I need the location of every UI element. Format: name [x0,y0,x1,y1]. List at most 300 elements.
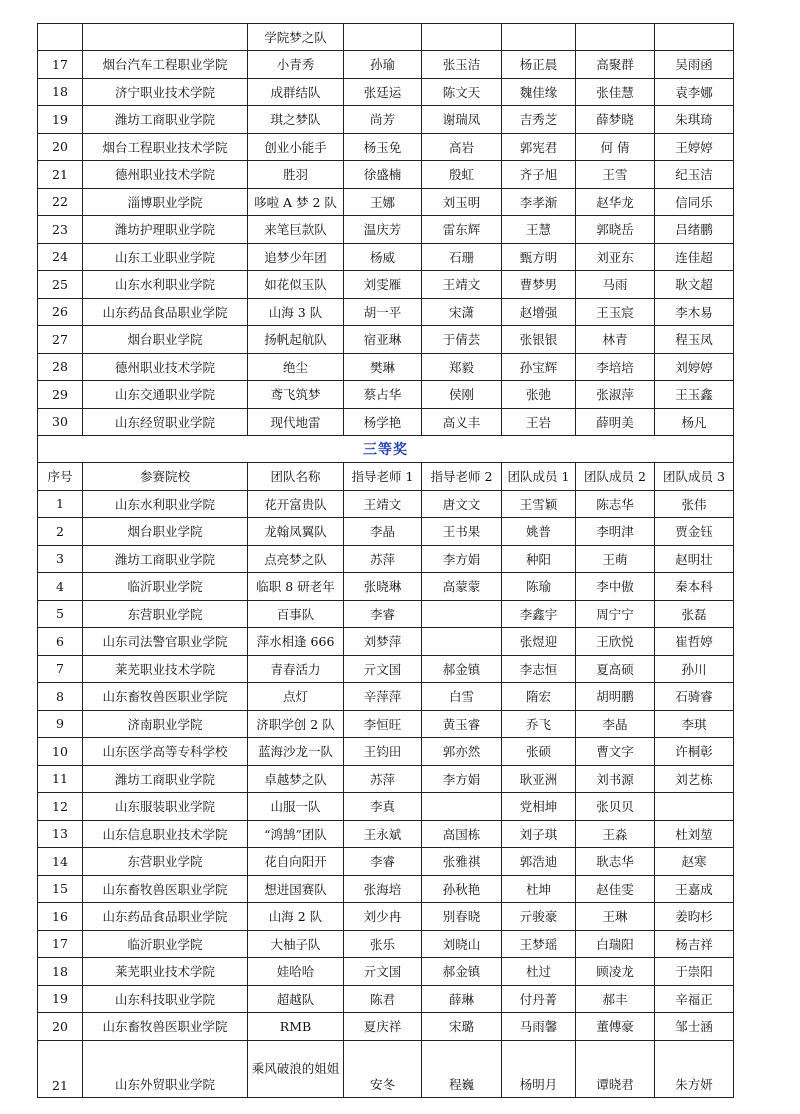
team-cell: 花开富贵队 [248,490,344,518]
row-number: 20 [38,1013,83,1041]
row-number: 7 [38,655,83,683]
teacher-2-cell: 雷东辉 [422,216,502,244]
member-2-cell: 刘书源 [576,765,655,793]
member-1-cell: 刘子琪 [502,820,576,848]
member-2-cell: 王淼 [576,820,655,848]
school-cell: 山东服装职业学院 [83,793,248,821]
teacher-1-cell [344,24,422,51]
table-row [38,765,734,793]
teacher-1-cell: 杨威 [344,243,422,271]
table-row [38,545,734,573]
row-number: 1 [38,490,83,518]
member-2-cell: 赵华龙 [576,188,655,216]
teacher-1-cell: 王娜 [344,188,422,216]
teacher-2-cell: 张雅祺 [422,848,502,876]
team-cell: 追梦少年团 [248,243,344,271]
table-row [38,655,734,683]
member-1-cell: 吉秀芝 [502,106,576,134]
school-cell [83,24,248,51]
member-2-cell: 夏高硕 [576,655,655,683]
teacher-1-cell: 李睿 [344,600,422,628]
school-cell: 济宁职业技术学院 [83,78,248,106]
team-cell: 想进国赛队 [248,875,344,903]
member-1-cell: 陈瑜 [502,573,576,601]
member-1-cell: 党相坤 [502,793,576,821]
school-cell: 东营职业学院 [83,600,248,628]
teacher-2-cell: 白雪 [422,683,502,711]
table-row [38,51,734,79]
member-3-cell: 王玉鑫 [655,381,734,409]
teacher-2-cell: 宋潇 [422,298,502,326]
team-cell: 点亮梦之队 [248,545,344,573]
teacher-2-cell: 程巍 [422,1040,502,1097]
teacher-1-cell: 苏萍 [344,765,422,793]
member-2-cell: 李培培 [576,353,655,381]
member-2-cell [576,24,655,51]
row-number: 18 [38,958,83,986]
teacher-1-cell: 亓文国 [344,958,422,986]
member-1-cell: 李孝渐 [502,188,576,216]
table-row [38,106,734,134]
school-cell: 淄博职业学院 [83,188,248,216]
member-1-cell: 耿亚洲 [502,765,576,793]
school-cell: 莱芜职业技术学院 [83,655,248,683]
teacher-2-cell: 侯刚 [422,381,502,409]
table-row [38,958,734,986]
table-row [38,188,734,216]
teacher-1-cell: 宿亚琳 [344,326,422,354]
school-cell: 山东司法警官职业学院 [83,628,248,656]
section-title-row [38,436,734,463]
team-cell: 济职学创 2 队 [248,710,344,738]
teacher-1-cell: 胡一平 [344,298,422,326]
member-2-cell: 李晶 [576,710,655,738]
table-row [38,490,734,518]
team-cell: 蓝海沙龙一队 [248,738,344,766]
teacher-2-cell: 王书果 [422,518,502,546]
row-number: 19 [38,106,83,134]
member-1-cell: 杨正晨 [502,51,576,79]
member-1-cell: 乔飞 [502,710,576,738]
table-row [38,271,734,299]
table-row [38,848,734,876]
teacher-2-cell: 刘玉明 [422,188,502,216]
teacher-2-cell: 高岩 [422,133,502,161]
header-member-1: 团队成员 1 [502,463,576,491]
member-1-cell: 王慧 [502,216,576,244]
row-number: 2 [38,518,83,546]
school-cell: 山东畜牧兽医职业学院 [83,683,248,711]
table-row [38,24,734,51]
teacher-1-cell: 李睿 [344,848,422,876]
member-3-cell: 吴雨函 [655,51,734,79]
table-row [38,381,734,409]
table-row [38,161,734,189]
teacher-2-cell: 殷虹 [422,161,502,189]
member-1-cell: 杜坤 [502,875,576,903]
member-2-cell: 顾凌龙 [576,958,655,986]
school-cell: 莱芜职业技术学院 [83,958,248,986]
member-3-cell: 赵寒 [655,848,734,876]
member-1-cell: 李志恒 [502,655,576,683]
header-row [38,463,734,491]
member-2-cell: 胡明鹏 [576,683,655,711]
member-1-cell: 张煜迎 [502,628,576,656]
member-3-cell: 许桐彰 [655,738,734,766]
table-row [38,985,734,1013]
row-number: 13 [38,820,83,848]
row-number: 11 [38,765,83,793]
teacher-2-cell: 郝金镇 [422,655,502,683]
member-3-cell: 连佳超 [655,243,734,271]
teacher-2-cell: 陈文天 [422,78,502,106]
member-1-cell: 张银银 [502,326,576,354]
table-row [38,628,734,656]
member-3-cell: 邹士涵 [655,1013,734,1041]
row-number: 24 [38,243,83,271]
member-2-cell: 张贝贝 [576,793,655,821]
table-row [38,133,734,161]
member-1-cell: 张弛 [502,381,576,409]
third-prize-body [38,490,734,1040]
teacher-2-cell [422,628,502,656]
teacher-1-cell: 安冬 [344,1040,422,1097]
team-cell: 如花似玉队 [248,271,344,299]
member-1-cell: 张硕 [502,738,576,766]
member-3-cell: 袁李娜 [655,78,734,106]
teacher-1-cell: 李晶 [344,518,422,546]
teacher-1-cell: 张廷运 [344,78,422,106]
member-1-cell: 郭浩迪 [502,848,576,876]
school-cell: 山东畜牧兽医职业学院 [83,1013,248,1041]
row-number: 16 [38,903,83,931]
teacher-2-cell: 高国栋 [422,820,502,848]
header-member-2: 团队成员 2 [576,463,655,491]
member-1-cell: 亓骏豪 [502,903,576,931]
table-row [38,875,734,903]
team-cell: 青春活力 [248,655,344,683]
member-1-cell: 孙宝辉 [502,353,576,381]
member-3-cell: 辛福正 [655,985,734,1013]
school-cell: 山东经贸职业学院 [83,408,248,436]
member-2-cell: 陈志华 [576,490,655,518]
team-cell: 乘风破浪的姐姐 [248,1040,344,1097]
member-3-cell: 于崇阳 [655,958,734,986]
row-number: 14 [38,848,83,876]
second-prize-continued-body [38,24,734,51]
teacher-1-cell: 王永斌 [344,820,422,848]
row-number: 9 [38,710,83,738]
table-row [38,353,734,381]
table-row [38,518,734,546]
school-cell: 山东信息职业技术学院 [83,820,248,848]
teacher-1-cell: 辛萍萍 [344,683,422,711]
school-cell: 山东工业职业学院 [83,243,248,271]
teacher-2-cell [422,793,502,821]
row-number: 28 [38,353,83,381]
teacher-1-cell: 张晓琳 [344,573,422,601]
third-prize-last-body [38,1040,734,1097]
member-3-cell [655,793,734,821]
member-2-cell: 王雪 [576,161,655,189]
teacher-1-cell: 尚芳 [344,106,422,134]
team-cell: 绝尘 [248,353,344,381]
table-row [38,903,734,931]
school-cell: 临沂职业学院 [83,930,248,958]
member-1-cell: 甄方明 [502,243,576,271]
team-cell: 创业小能手 [248,133,344,161]
teacher-2-cell: 高蒙蒙 [422,573,502,601]
team-cell: 山海 2 队 [248,903,344,931]
team-cell: 来笔巨款队 [248,216,344,244]
member-2-cell: 谭晓君 [576,1040,655,1097]
member-3-cell: 秦本科 [655,573,734,601]
header-teacher-1: 指导老师 1 [344,463,422,491]
row-number: 8 [38,683,83,711]
school-cell: 德州职业技术学院 [83,161,248,189]
school-cell: 山东畜牧兽医职业学院 [83,875,248,903]
header-team: 团队名称 [248,463,344,491]
teacher-1-cell: 杨学艳 [344,408,422,436]
member-1-cell: 王岩 [502,408,576,436]
member-2-cell: 王琳 [576,903,655,931]
team-cell: 萍水相逢 666 [248,628,344,656]
school-cell: 烟台工程职业技术学院 [83,133,248,161]
teacher-2-cell: 别春晓 [422,903,502,931]
table-row [38,600,734,628]
row-number: 15 [38,875,83,903]
member-1-cell: 姚普 [502,518,576,546]
teacher-1-cell: 温庆芳 [344,216,422,244]
member-3-cell: 杜刘堃 [655,820,734,848]
teacher-1-cell: 张海培 [344,875,422,903]
teacher-2-cell [422,600,502,628]
member-1-cell: 齐子旭 [502,161,576,189]
teacher-1-cell: 李真 [344,793,422,821]
school-cell: 济南职业学院 [83,710,248,738]
member-1-cell: 种阳 [502,545,576,573]
team-cell: 山服一队 [248,793,344,821]
table-row [38,930,734,958]
member-3-cell: 赵明壮 [655,545,734,573]
row-number: 10 [38,738,83,766]
school-cell: 潍坊工商职业学院 [83,545,248,573]
team-cell: 大柚子队 [248,930,344,958]
member-1-cell [502,24,576,51]
teacher-1-cell: 樊琳 [344,353,422,381]
member-1-cell: 赵增强 [502,298,576,326]
member-3-cell: 崔哲婷 [655,628,734,656]
member-3-cell: 张磊 [655,600,734,628]
member-2-cell: 薛明美 [576,408,655,436]
member-3-cell: 孙川 [655,655,734,683]
member-2-cell: 赵佳雯 [576,875,655,903]
team-cell: 琪之梦队 [248,106,344,134]
table-row [38,298,734,326]
member-3-cell: 贾金钰 [655,518,734,546]
member-2-cell: 白瑞阳 [576,930,655,958]
member-1-cell: 杜过 [502,958,576,986]
table-row [38,1040,734,1097]
school-cell: 潍坊工商职业学院 [83,765,248,793]
teacher-2-cell: 石珊 [422,243,502,271]
teacher-1-cell: 陈君 [344,985,422,1013]
teacher-2-cell: 宋璐 [422,1013,502,1041]
table-row [38,683,734,711]
member-1-cell: 曹梦男 [502,271,576,299]
table-row [38,408,734,436]
team-cell: “鸿鹄”团队 [248,820,344,848]
team-cell: 学院梦之队 [248,24,344,51]
row-number: 3 [38,545,83,573]
member-2-cell: 曹文字 [576,738,655,766]
school-cell: 烟台职业学院 [83,518,248,546]
row-number: 27 [38,326,83,354]
teacher-1-cell: 王钧田 [344,738,422,766]
row-number: 21 [38,1040,83,1097]
member-2-cell: 王玉宸 [576,298,655,326]
teacher-2-cell: 郭亦然 [422,738,502,766]
team-cell: 小青秀 [248,51,344,79]
team-cell: 百事队 [248,600,344,628]
table-row [38,243,734,271]
member-3-cell: 朱方妍 [655,1040,734,1097]
school-cell: 东营职业学院 [83,848,248,876]
member-2-cell: 薛梦晓 [576,106,655,134]
teacher-2-cell: 谢瑞凤 [422,106,502,134]
school-cell: 山东医学高等专科学校 [83,738,248,766]
team-cell: 超越队 [248,985,344,1013]
teacher-2-cell: 郝金镇 [422,958,502,986]
teacher-2-cell: 王靖文 [422,271,502,299]
team-cell: 花自向阳开 [248,848,344,876]
teacher-1-cell: 徐盛楠 [344,161,422,189]
teacher-2-cell: 唐文文 [422,490,502,518]
member-2-cell: 郝丰 [576,985,655,1013]
table-row [38,1013,734,1041]
teacher-1-cell: 刘少冉 [344,903,422,931]
member-2-cell: 王欣悦 [576,628,655,656]
team-cell: 扬帆起航队 [248,326,344,354]
member-3-cell: 耿文超 [655,271,734,299]
member-2-cell: 耿志华 [576,848,655,876]
teacher-1-cell: 苏萍 [344,545,422,573]
member-1-cell: 隋宏 [502,683,576,711]
member-3-cell: 李木易 [655,298,734,326]
row-number: 17 [38,51,83,79]
row-number: 22 [38,188,83,216]
school-cell: 山东水利职业学院 [83,490,248,518]
row-number: 18 [38,78,83,106]
member-3-cell: 王嘉成 [655,875,734,903]
member-2-cell: 马雨 [576,271,655,299]
table-row [38,710,734,738]
row-number: 21 [38,161,83,189]
school-cell: 烟台职业学院 [83,326,248,354]
member-2-cell: 何 倩 [576,133,655,161]
member-1-cell: 马雨馨 [502,1013,576,1041]
member-3-cell: 刘艺栋 [655,765,734,793]
school-cell: 山东科技职业学院 [83,985,248,1013]
school-cell: 德州职业技术学院 [83,353,248,381]
teacher-1-cell: 李恒旺 [344,710,422,738]
member-3-cell: 吕绪鹏 [655,216,734,244]
team-cell: 临职 8 研老年 [248,573,344,601]
table-row [38,738,734,766]
member-2-cell: 周宁宁 [576,600,655,628]
row-number: 5 [38,600,83,628]
teacher-1-cell: 刘雯雁 [344,271,422,299]
team-cell: 山海 3 队 [248,298,344,326]
member-3-cell: 张伟 [655,490,734,518]
team-cell: 鸢飞筑梦 [248,381,344,409]
second-prize-body [38,51,734,436]
team-cell: 点灯 [248,683,344,711]
teacher-2-cell: 刘晓山 [422,930,502,958]
member-3-cell [655,24,734,51]
team-cell: 龙翰凤翼队 [248,518,344,546]
member-2-cell: 李明津 [576,518,655,546]
teacher-2-cell: 高义丰 [422,408,502,436]
school-cell: 潍坊护理职业学院 [83,216,248,244]
teacher-1-cell: 蔡占华 [344,381,422,409]
member-3-cell: 李琪 [655,710,734,738]
school-cell: 潍坊工商职业学院 [83,106,248,134]
team-cell: 哆啦 A 梦 2 队 [248,188,344,216]
table-row [38,793,734,821]
row-number: 26 [38,298,83,326]
school-cell: 山东外贸职业学院 [83,1040,248,1097]
member-3-cell: 杨吉祥 [655,930,734,958]
teacher-1-cell: 亓文国 [344,655,422,683]
row-number: 17 [38,930,83,958]
school-cell: 山东交通职业学院 [83,381,248,409]
member-3-cell: 石骑睿 [655,683,734,711]
member-1-cell: 郭宪君 [502,133,576,161]
teacher-1-cell: 王靖文 [344,490,422,518]
member-2-cell: 李中傲 [576,573,655,601]
row-number: 20 [38,133,83,161]
teacher-1-cell: 孙瑜 [344,51,422,79]
member-3-cell: 朱琪琦 [655,106,734,134]
row-number: 4 [38,573,83,601]
table-row [38,78,734,106]
team-cell: 娃哈哈 [248,958,344,986]
teacher-2-cell: 李方娟 [422,765,502,793]
header-teacher-2: 指导老师 2 [422,463,502,491]
row-number: 23 [38,216,83,244]
teacher-2-cell: 张玉洁 [422,51,502,79]
team-cell: 卓越梦之队 [248,765,344,793]
teacher-1-cell: 刘梦萍 [344,628,422,656]
member-3-cell: 王婷婷 [655,133,734,161]
row-number: 19 [38,985,83,1013]
member-3-cell: 刘婷婷 [655,353,734,381]
team-cell: 胜羽 [248,161,344,189]
teacher-2-cell: 郑毅 [422,353,502,381]
school-cell: 山东水利职业学院 [83,271,248,299]
teacher-2-cell: 薛琳 [422,985,502,1013]
awards-table [37,23,734,1098]
member-1-cell: 李鑫宇 [502,600,576,628]
school-cell: 临沂职业学院 [83,573,248,601]
member-1-cell: 魏佳缘 [502,78,576,106]
row-number: 6 [38,628,83,656]
header-number: 序号 [38,463,83,491]
member-2-cell: 王萌 [576,545,655,573]
table-row [38,216,734,244]
table-row [38,820,734,848]
